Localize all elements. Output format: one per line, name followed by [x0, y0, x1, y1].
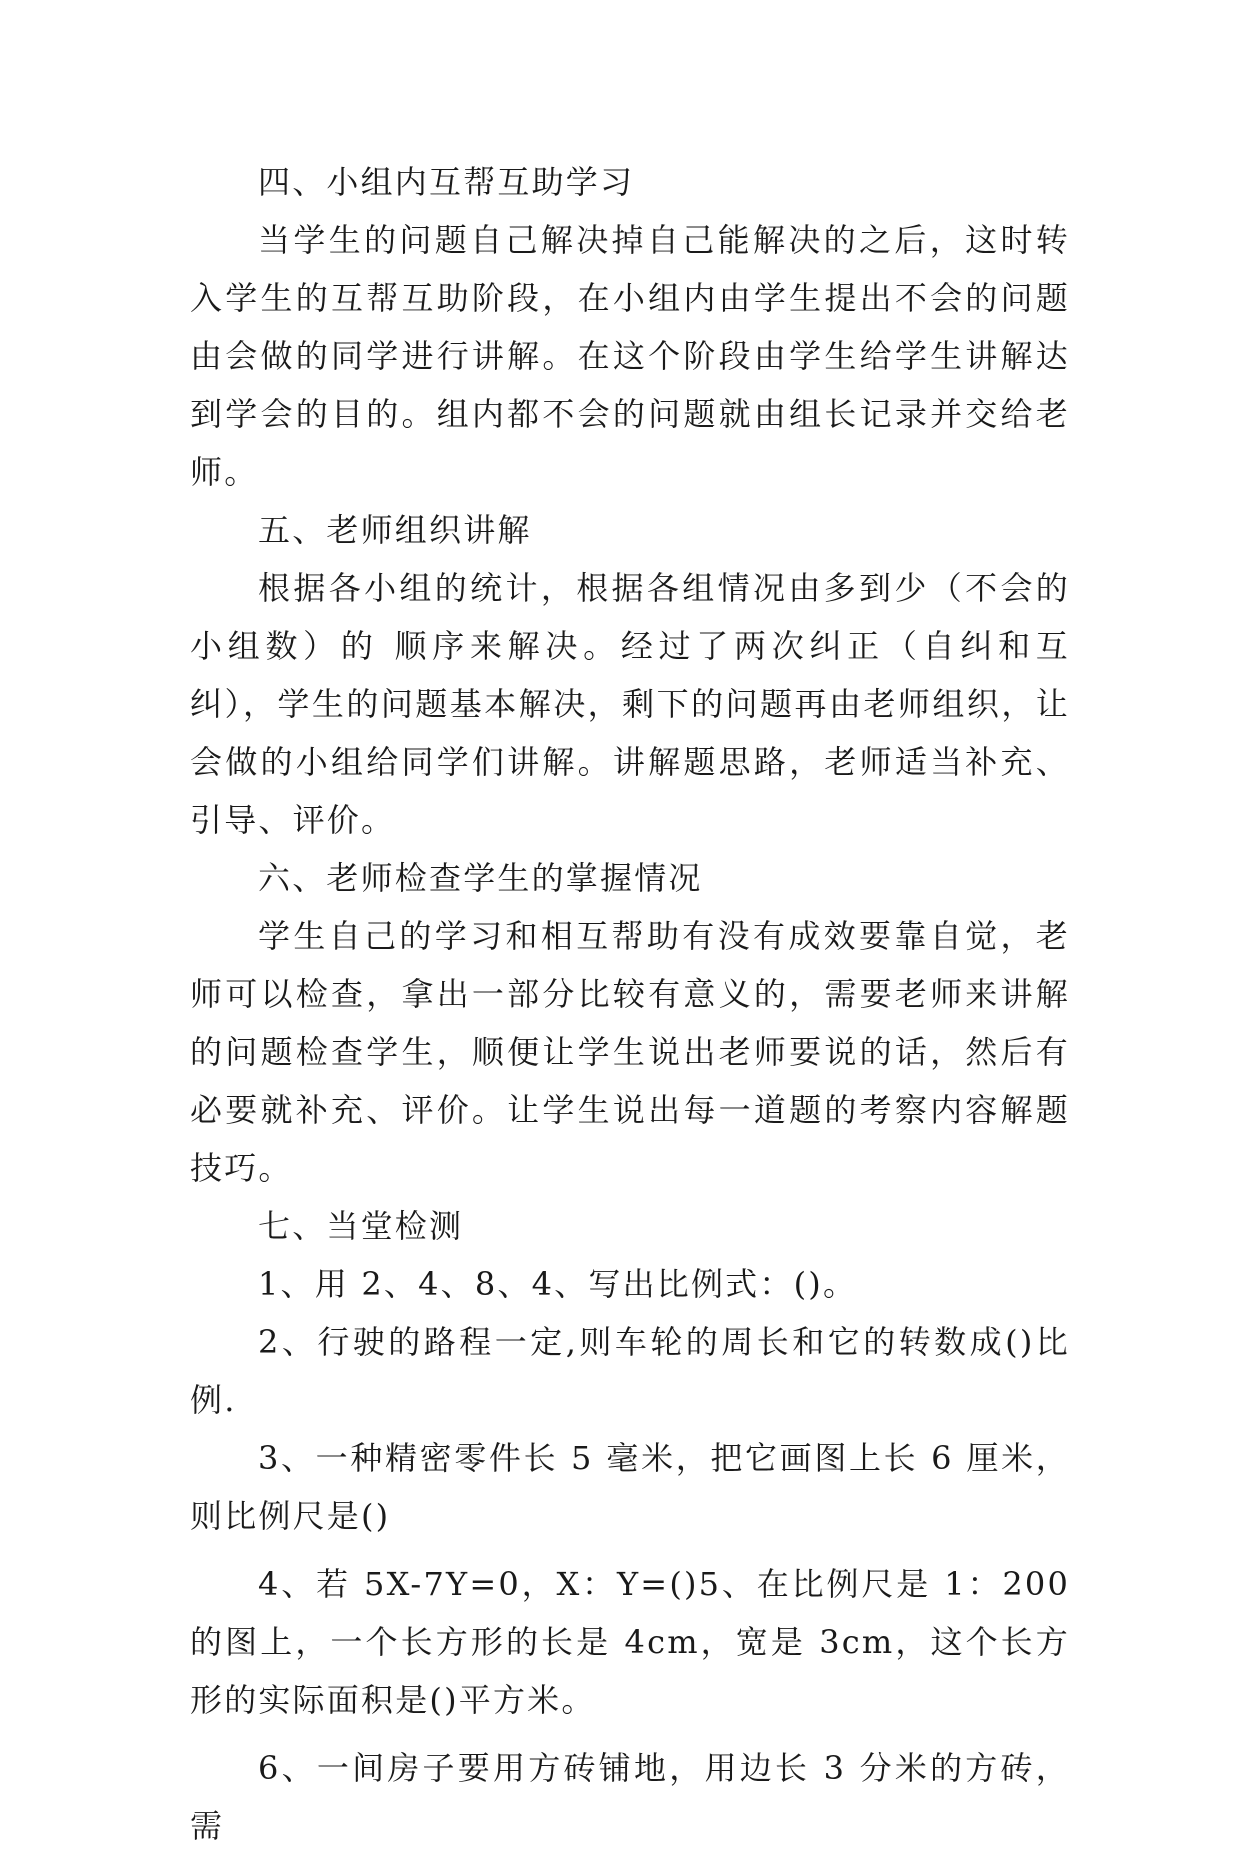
- exercise-6: 6、一间房子要用方砖铺地，用边长 3 分米的方砖，需: [190, 1749, 1070, 1845]
- section-heading-5: 五、老师组织讲解: [258, 511, 532, 549]
- section-heading-7: 七、当堂检测: [258, 1207, 464, 1245]
- section-heading-4: 四、小组内互帮互助学习: [258, 163, 635, 201]
- section-heading-6: 六、老师检查学生的掌握情况: [258, 859, 703, 897]
- paragraph-peer-help: 当学生的问题自己解决掉自己能解决的之后，这时转入学生的互帮互助阶段，在小组内由学生提出不会的问题由会做的同学进行讲解。在这个阶段由学生给学生讲解达到学会的目的。组内都不会的问题就由组长记录并交给老师。: [190, 221, 1070, 491]
- exercise-1: 1、用 2、4、8、4、写出比例式：()。: [258, 1265, 858, 1303]
- exercise-4-5: 4、若 5X-7Y=0，X：Y=()5、在比例尺是 1：200 的图上，一个长方形的长是 4cm，宽是 3cm，这个长方形的实际面积是()平方米。: [190, 1565, 1070, 1719]
- exercise-2: 2、行驶的路程一定,则车轮的周长和它的转数成()比例.: [190, 1323, 1070, 1419]
- paragraph-teacher-explain: 根据各小组的统计，根据各组情况由多到少（不会的小组数）的 顺序来解决。经过了两次纠正（自纠和互纠），学生的问题基本解决，剩下的问题再由老师组织，让会做的小组给同学们讲解。讲解题思路，老师适当补充、引导、评价。: [190, 569, 1070, 839]
- paragraph-teacher-check: 学生自己的学习和相互帮助有没有成效要靠自觉，老师可以检查，拿出一部分比较有意义的，需要老师来讲解的问题检查学生，顺便让学生说出老师要说的话，然后有必要就补充、评价。让学生说出每一道题的考察内容解题技巧。: [190, 917, 1070, 1187]
- exercise-3: 3、一种精密零件长 5 毫米，把它画图上长 6 厘米，则比例尺是(): [190, 1439, 1070, 1535]
- document-body: [190, 153, 1070, 1855]
